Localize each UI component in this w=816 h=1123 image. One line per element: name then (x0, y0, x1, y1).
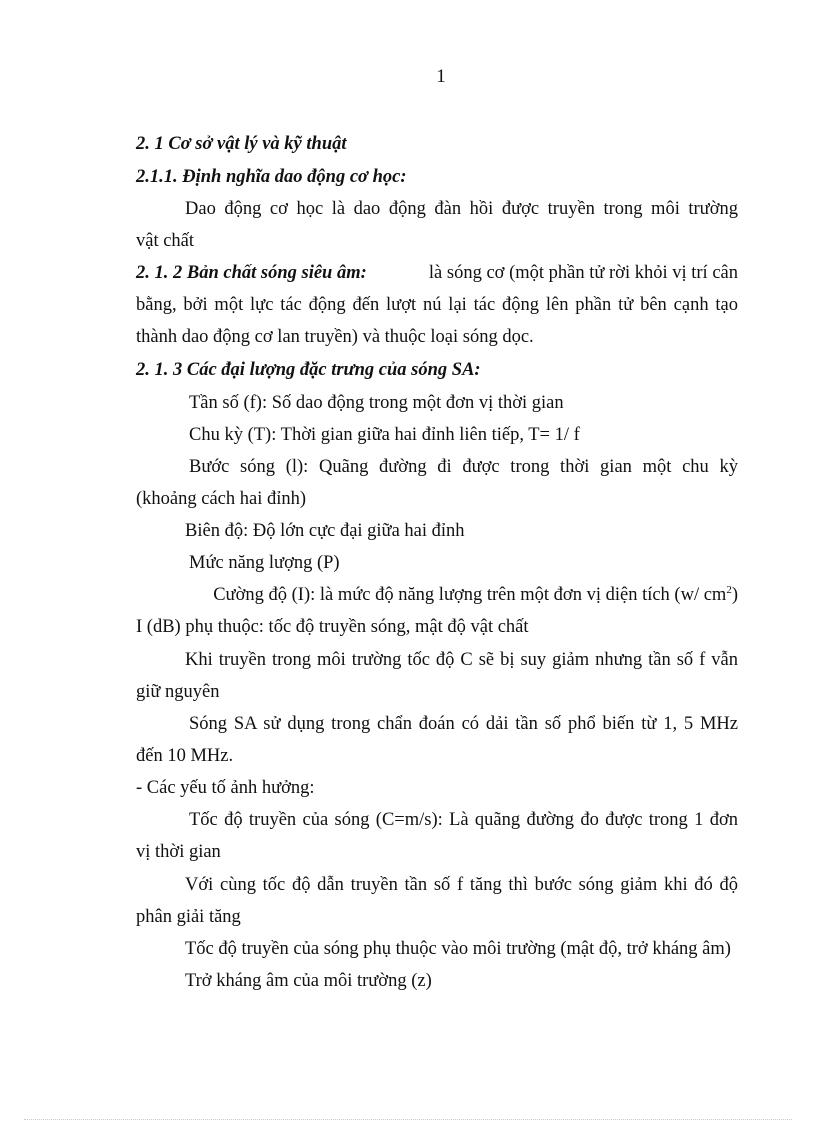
heading-2-1-3: 2. 1. 3 Các đại lượng đặc trưng của sóng SA: (136, 360, 481, 380)
paragraph-line: - Các yếu tố ảnh hưởng: (136, 778, 315, 798)
paragraph-line: thành dao động cơ lan truyền) và thuộc loại sóng dọc. (136, 327, 534, 347)
list-item: Bước sóng (l): Quãng đường đi được trong thời gian một chu kỳ (189, 457, 738, 477)
paragraph-line: phân giải tăng (136, 907, 241, 927)
paragraph-line (136, 261, 738, 285)
paragraph-line: vị thời gian (136, 842, 221, 862)
intensity-text: Cường độ (I): là mức độ năng lượng trên một đơn vị diện tích (w/ cm (213, 585, 727, 605)
paragraph-line: (khoảng cách hai đỉnh) (136, 489, 307, 509)
heading-2-1-2: 2. 1. 2 Bản chất sóng siêu âm: (136, 263, 367, 283)
paragraph-line: Dao động cơ học là dao động đàn hồi được truyền trong môi trường (185, 199, 738, 219)
list-item: Biên độ: Độ lớn cực đại giữa hai đỉnh (185, 521, 465, 541)
superscript: 2 (726, 583, 732, 596)
page-number: 1 (436, 66, 446, 87)
page-bottom-rule (24, 1119, 792, 1120)
paragraph-line: đến 10 MHz. (136, 746, 234, 766)
paragraph-line: Tốc độ truyền của sóng (C=m/s): Là quãng đường đo được trong 1 đơn (189, 810, 738, 830)
list-item: Mức năng lượng (P) (189, 553, 340, 573)
paragraph-line: Khi truyền trong môi trường tốc độ C sẽ bị suy giảm nhưng tần số f vẫn (185, 650, 738, 670)
heading-2-1: 2. 1 Cơ sở vật lý và kỹ thuật (136, 134, 347, 154)
list-item: Chu kỳ (T): Thời gian giữa hai đỉnh liên tiếp, T= 1/ f (189, 425, 580, 445)
paragraph-text: là sóng cơ (một phần tử rời khỏi vị trí cân (428, 263, 738, 283)
list-item (189, 583, 738, 607)
paragraph-line: Sóng SA sử dụng trong chẩn đoán có dải tần số phổ biến từ 1, 5 MHz (189, 714, 738, 734)
paragraph-line: vật chất (136, 231, 195, 251)
paragraph-line: giữ nguyên (136, 682, 220, 702)
paragraph-line: Tốc độ truyền của sóng phụ thuộc vào môi trường (mật độ, trở kháng âm) (185, 939, 731, 959)
paragraph-line: Trở kháng âm của môi trường (z) (185, 971, 432, 991)
intensity-end: ) (731, 585, 738, 605)
heading-2-1-1: 2.1.1. Định nghĩa dao động cơ học: (136, 167, 407, 187)
list-item: Tần số (f): Số dao động trong một đơn vị thời gian (189, 393, 564, 413)
paragraph-line: I (dB) phụ thuộc: tốc độ truyền sóng, mật độ vật chất (136, 617, 529, 637)
paragraph-line: Với cùng tốc độ dẫn truyền tần số f tăng thì bước sóng giảm khi đó độ (185, 875, 738, 895)
paragraph-line: bằng, bởi một lực tác động đến lượt nú lại tác động lên phần tử bên cạnh tạo (136, 295, 738, 315)
